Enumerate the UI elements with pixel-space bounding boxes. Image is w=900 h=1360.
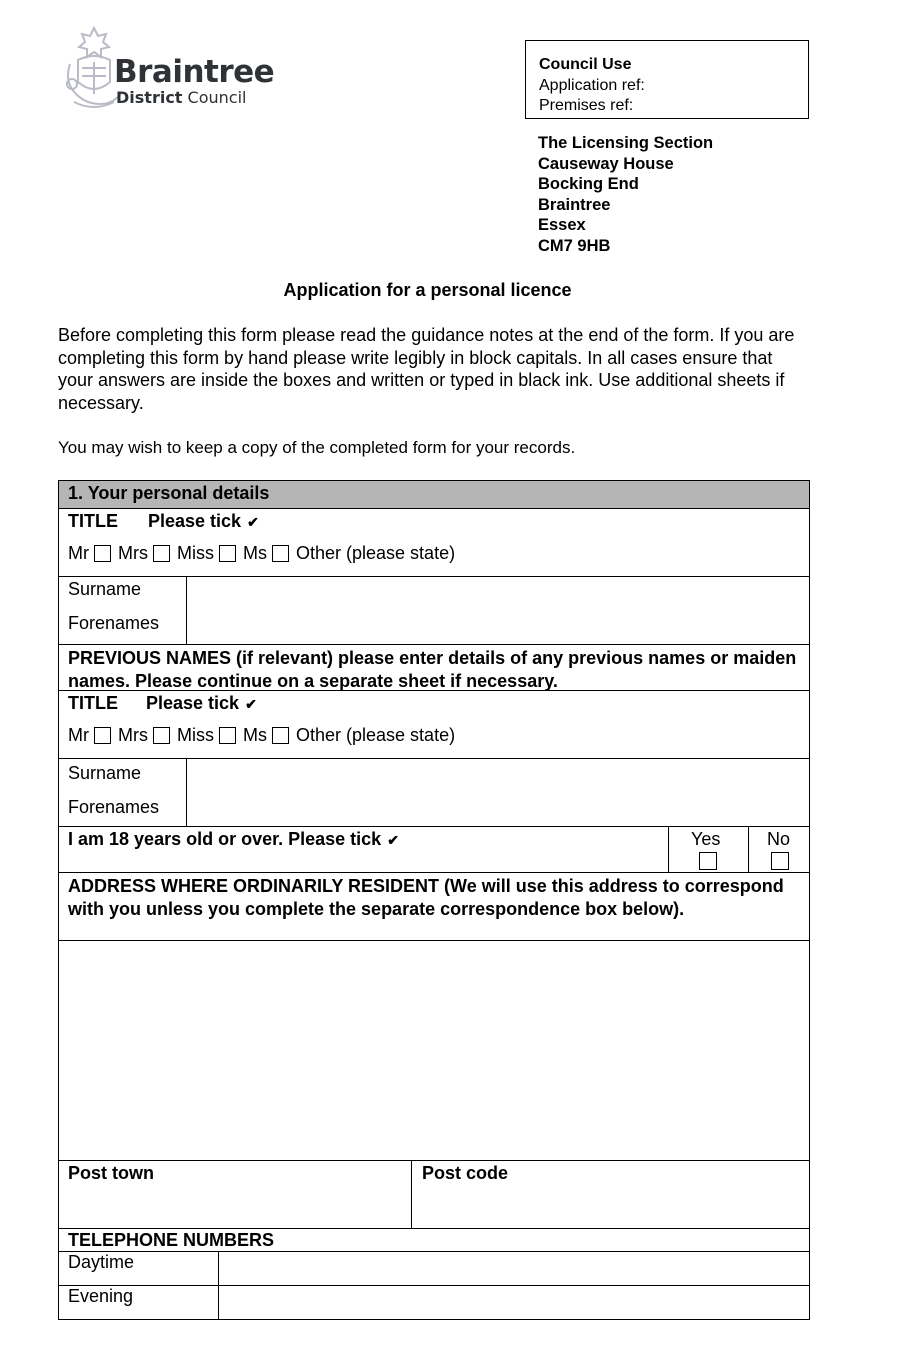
checkbox-mrs[interactable]: [153, 545, 170, 562]
checkbox-miss[interactable]: [219, 727, 236, 744]
title-label: TITLE: [68, 693, 118, 713]
option-mr-label: Mr: [68, 543, 89, 563]
column-divider: [748, 827, 749, 872]
checkbox-miss[interactable]: [219, 545, 236, 562]
previous-names-text: PREVIOUS NAMES (if relevant) please enter details of any previous names or maiden names. Please continue on a separate sheet if necessary.: [68, 648, 797, 691]
checkbox-mrs[interactable]: [153, 727, 170, 744]
address-input-area[interactable]: [59, 941, 809, 1161]
option-miss-label: Miss: [177, 543, 214, 563]
column-divider: [218, 1252, 219, 1285]
logo-wordmark: Braintree: [114, 54, 275, 90]
premises-ref-label: Premises ref:: [539, 97, 634, 114]
section-heading-text: 1. Your personal details: [68, 483, 270, 503]
title-heading: [68, 511, 259, 532]
title-options: [68, 725, 455, 746]
telephone-heading-row: [59, 1229, 809, 1252]
forenames-label: Forenames: [68, 797, 160, 817]
checkbox-mr[interactable]: [94, 545, 111, 562]
daytime-label: Daytime: [68, 1252, 135, 1272]
council-use-box: [525, 40, 809, 119]
checkbox-yes[interactable]: [699, 852, 717, 870]
telephone-heading: TELEPHONE NUMBERS: [68, 1230, 275, 1250]
title-row: [59, 509, 809, 577]
logo-subtitle: [116, 88, 246, 107]
option-ms-label: Ms: [243, 725, 267, 745]
option-ms-label: Ms: [243, 543, 267, 563]
checkbox-no[interactable]: [771, 852, 789, 870]
council-use-title: Council Use: [539, 56, 632, 73]
forenames-label: Forenames: [68, 613, 160, 633]
section-heading: [59, 481, 809, 509]
checkbox-ms[interactable]: [272, 545, 289, 562]
option-other-label[interactable]: Other (please state): [296, 543, 456, 563]
logo-district: District: [116, 88, 183, 107]
title-heading: [68, 693, 257, 714]
records-note: You may wish to keep a copy of the completed form for your records.: [58, 438, 576, 457]
council-logo: [64, 24, 284, 114]
option-mr-label: Mr: [68, 725, 89, 745]
intro-paragraph: Before completing this form please read the guidance notes at the end of the form. If you are completing this form by hand please write legibly in block capitals. In all cases ensure that your answers are inside the boxes and written or typed in black ink. Use additional sheets if necessary.: [58, 325, 795, 413]
checkbox-mr[interactable]: [94, 727, 111, 744]
personal-details-form: [58, 480, 810, 1320]
logo-council: Council: [182, 88, 247, 107]
address-line: Braintree: [538, 195, 611, 214]
surname-label: Surname: [68, 763, 142, 783]
tick-icon: ✔: [247, 514, 259, 530]
column-divider: [411, 1161, 412, 1228]
please-tick-label: Please tick: [148, 511, 242, 531]
previous-name-row: [59, 759, 809, 827]
surname-label: Surname: [68, 579, 142, 599]
form-title: Application for a personal licence: [283, 280, 572, 300]
tick-icon: ✔: [387, 832, 399, 848]
post-town-row: [59, 1161, 809, 1229]
title-label: TITLE: [68, 511, 118, 531]
age-label-text: I am 18 years old or over. Please tick: [68, 829, 382, 849]
column-divider: [186, 759, 187, 826]
application-ref-label: Application ref:: [539, 76, 645, 94]
address-line: The Licensing Section: [538, 134, 714, 152]
evening-label: Evening: [68, 1286, 134, 1306]
evening-phone-row: [59, 1286, 809, 1320]
column-divider: [668, 827, 669, 872]
tick-icon: ✔: [245, 696, 257, 712]
address-heading-text: ADDRESS WHERE ORDINARILY RESIDENT (We will use this address to correspond with you unless you complete the separate correspondence box below).: [68, 876, 784, 919]
address-heading-row: [59, 873, 809, 941]
please-tick-label: Please tick: [146, 693, 240, 713]
daytime-phone-row: [59, 1252, 809, 1286]
age-label: [68, 829, 399, 850]
age-confirmation-row: [59, 827, 809, 873]
address-line: Essex: [538, 216, 586, 235]
column-divider: [186, 577, 187, 644]
option-mrs-label: Mrs: [118, 543, 148, 563]
previous-title-row: [59, 691, 809, 759]
yes-label: Yes: [691, 829, 721, 849]
post-town-label: Post town: [68, 1163, 154, 1183]
option-other-label[interactable]: Other (please state): [296, 725, 456, 745]
address-line: CM7 9HB: [538, 236, 611, 255]
no-label: No: [767, 829, 791, 849]
column-divider: [218, 1286, 219, 1319]
address-line: Bocking End: [538, 175, 639, 194]
title-options: [68, 543, 455, 564]
previous-names-row: [59, 645, 809, 691]
checkbox-ms[interactable]: [272, 727, 289, 744]
name-row: [59, 577, 809, 645]
address-line: Causeway House: [538, 154, 674, 173]
licensing-address: [538, 133, 713, 257]
option-mrs-label: Mrs: [118, 725, 148, 745]
option-miss-label: Miss: [177, 725, 214, 745]
post-code-label: Post code: [422, 1163, 509, 1183]
